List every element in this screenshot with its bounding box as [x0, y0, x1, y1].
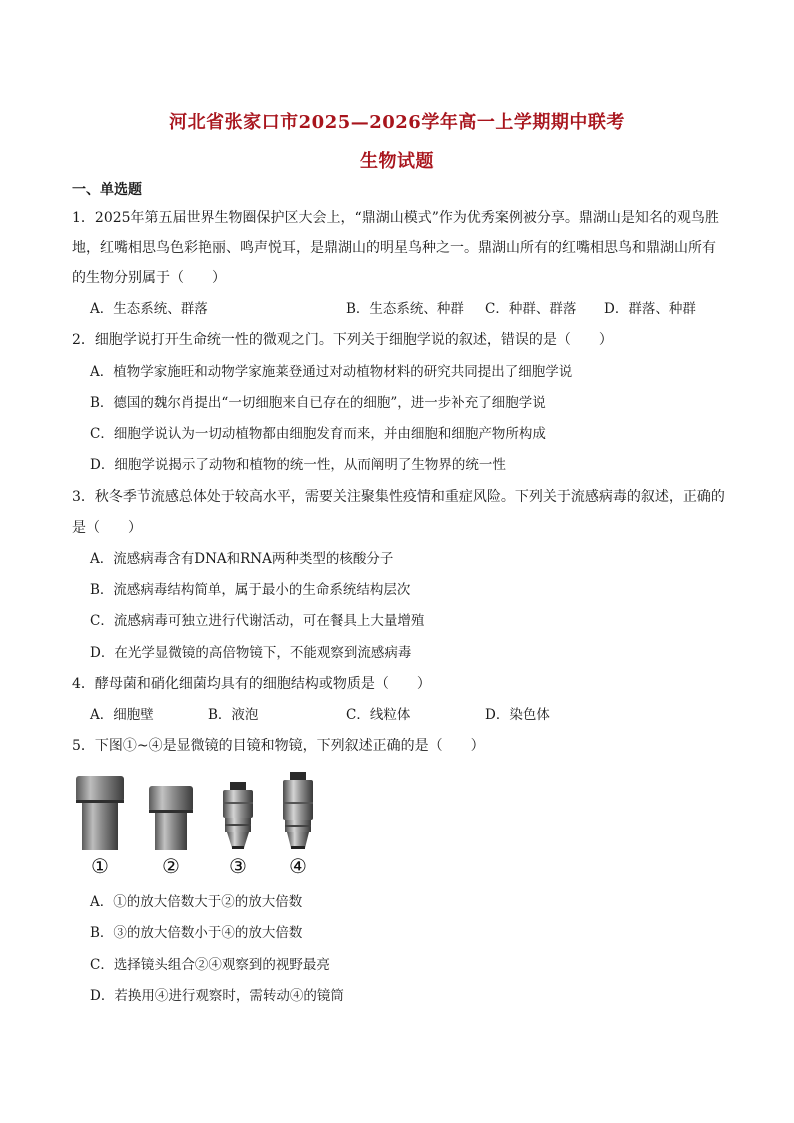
q4-option-a[interactable]: A．细胞壁 — [90, 707, 154, 723]
q2-option-a[interactable]: A．植物学家施旺和动物学家施莱登通过对动植物材料的研究共同提出了细胞学说 — [90, 364, 573, 380]
q1-line-3: 的生物分别属于（ ） — [72, 270, 226, 286]
q5-option-d[interactable]: D．若换用④进行观察时，需转动④的镜筒 — [90, 988, 344, 1004]
objective-long-icon — [280, 772, 316, 850]
q4-line-1: 4．酵母菌和硝化细菌均具有的细胞结构或物质是（ ） — [72, 676, 431, 692]
q3-option-d[interactable]: D．在光学显微镜的高倍物镜下，不能观察到流感病毒 — [90, 645, 412, 661]
q5-option-b[interactable]: B．③的放大倍数小于④的放大倍数 — [90, 925, 303, 941]
q2-line-1: 2．细胞学说打开生命统一性的微观之门。下列关于细胞学说的叙述，错误的是（ ） — [72, 332, 613, 348]
figure-label-2: ② — [162, 854, 180, 878]
q1-line-1: 1．2025年第五届世界生物圈保护区大会上，“鼎湖山模式”作为优秀案例被分享。鼎湖山是知名的观鸟胜 — [72, 210, 719, 226]
figure-label-4: ④ — [289, 854, 307, 878]
q2-option-d[interactable]: D．细胞学说揭示了动物和植物的统一性，从而阐明了生物界的统一性 — [90, 457, 506, 473]
q3-option-a[interactable]: A．流感病毒含有DNA和RNA两种类型的核酸分子 — [90, 551, 394, 567]
exam-title: 河北省张家口市2025—2026学年高一上学期期中联考 — [169, 112, 625, 133]
q4-option-d[interactable]: D．染色体 — [485, 707, 550, 723]
q3-option-c[interactable]: C．流感病毒可独立进行代谢活动，可在餐具上大量增殖 — [90, 613, 425, 629]
q3-option-b[interactable]: B．流感病毒结构简单，属于最小的生命系统结构层次 — [90, 582, 411, 598]
objective-short-icon — [220, 782, 256, 850]
eyepiece-short-icon — [148, 786, 194, 850]
lens-figure — [72, 772, 332, 882]
figure-label-3: ③ — [229, 854, 247, 878]
q5-line-1: 5．下图①~④是显微镜的目镜和物镜，下列叙述正确的是（ ） — [72, 738, 485, 754]
q1-option-b[interactable]: B．生态系统、种群 — [346, 301, 464, 317]
q5-option-c[interactable]: C．选择镜头组合②④观察到的视野最亮 — [90, 957, 330, 973]
q1-line-2: 地，红嘴相思鸟色彩艳丽、鸣声悦耳，是鼎湖山的明星鸟种之一。鼎湖山所有的红嘴相思鸟和鼎湖山所有 — [72, 240, 716, 256]
q4-option-c[interactable]: C．线粒体 — [346, 707, 411, 723]
q2-option-b[interactable]: B．德国的魏尔肖提出“一切细胞来自已存在的细胞”，进一步补充了细胞学说 — [90, 395, 546, 411]
q2-option-c[interactable]: C．细胞学说认为一切动植物都由细胞发育而来，并由细胞和细胞产物所构成 — [90, 426, 546, 442]
q5-option-a[interactable]: A．①的放大倍数大于②的放大倍数 — [90, 894, 303, 910]
q1-option-c[interactable]: C．种群、群落 — [485, 301, 577, 317]
section-heading: 一、单选题 — [72, 182, 142, 198]
figure-label-1: ① — [91, 854, 109, 878]
exam-subtitle: 生物试题 — [360, 151, 434, 172]
q4-option-b[interactable]: B．液泡 — [208, 707, 259, 723]
q3-line-1: 3．秋冬季节流感总体处于较高水平，需要关注聚集性疫情和重症风险。下列关于流感病毒的叙述，正确的 — [72, 489, 725, 505]
q1-option-d[interactable]: D．群落、种群 — [604, 301, 696, 317]
q3-line-2: 是（ ） — [72, 520, 142, 536]
q1-option-a[interactable]: A．生态系统、群落 — [90, 301, 208, 317]
eyepiece-long-icon — [74, 776, 126, 850]
